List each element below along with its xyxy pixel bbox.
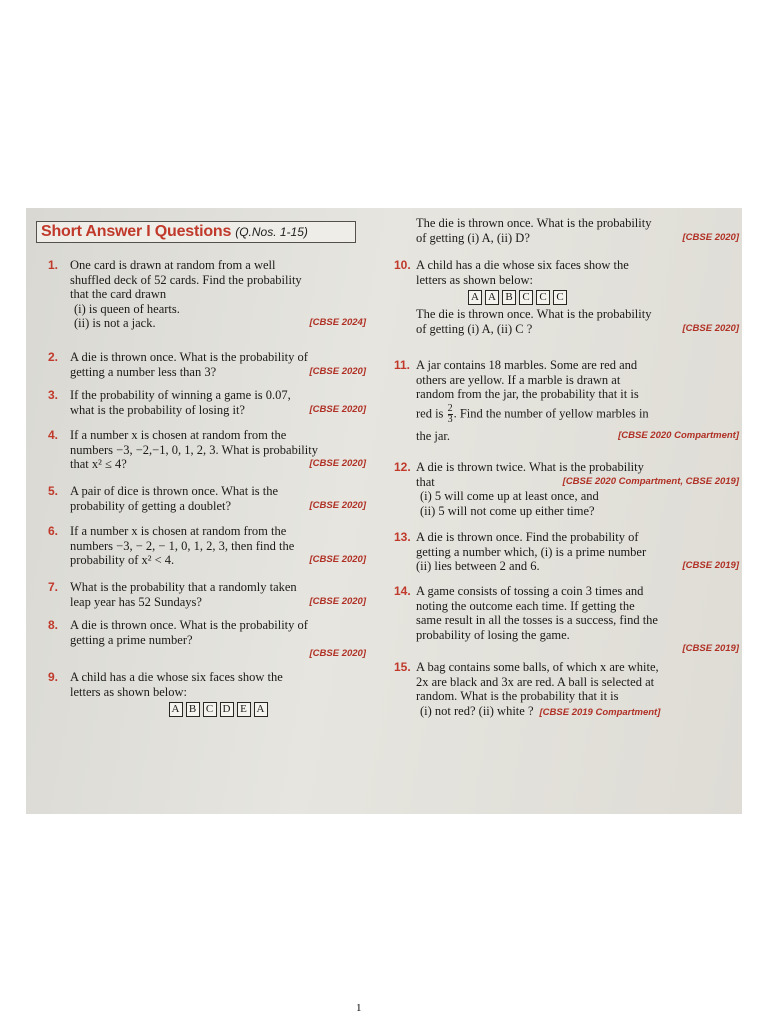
question-text: that — [416, 474, 435, 489]
question-text: that the card drawn — [70, 287, 167, 301]
question-6 — [48, 524, 366, 568]
letter-box: B — [502, 290, 516, 305]
question-text: of getting (i) A, (ii) D? — [416, 230, 530, 245]
question-text: A die is thrown twice. What is the probability — [416, 460, 644, 474]
question-text: the jar. — [416, 428, 451, 443]
letter-box: A — [169, 702, 183, 717]
letter-box: A — [254, 702, 268, 717]
question-text: A pair of dice is thrown once. What is the — [70, 484, 279, 498]
question-10 — [394, 258, 739, 336]
source-reference: [CBSE 2020] — [309, 365, 366, 377]
question-text: noting the outcome each time. If getting the — [416, 598, 635, 613]
question-text: If the probability of winning a game is 0.07, — [70, 388, 291, 402]
question-3 — [48, 388, 366, 417]
question-text: probability of x² < 4. — [70, 553, 175, 567]
question-text: getting a number which, (i) is a prime number — [416, 544, 647, 559]
source-reference: [CBSE 2020 Compartment] — [618, 429, 739, 441]
question-text: 2x are black and 3x are red. A ball is selected at — [416, 674, 655, 689]
source-reference: [CBSE 2019] — [682, 560, 739, 571]
question-number: 11. — [394, 358, 411, 372]
sub-part: (i) not red? (ii) white ? — [420, 703, 534, 718]
question-9 — [48, 670, 366, 719]
question-text: A die is thrown once. What is the probability of — [70, 618, 308, 632]
source-reference: [CBSE 2024] — [309, 317, 366, 328]
sub-part: (ii) 5 will not come up either time? — [420, 503, 595, 518]
question-number: 12. — [394, 460, 411, 474]
question-text: probability of losing the game. — [416, 627, 570, 642]
source-reference: [CBSE 2020] — [309, 458, 366, 469]
sub-part: (ii) is not a jack. — [74, 316, 156, 330]
question-13 — [394, 530, 739, 574]
question-number: 5. — [48, 484, 59, 498]
question-text: leap year has 52 Sundays? — [70, 594, 202, 609]
question-text: A game consists of tossing a coin 3 times and — [416, 584, 644, 598]
question-12 — [394, 460, 739, 518]
fraction — [448, 404, 453, 425]
question-15 — [394, 660, 739, 720]
question-text: random. What is the probability that it is — [416, 689, 619, 703]
source-reference: [CBSE 2019 Compartment] — [539, 706, 661, 718]
source-reference: [CBSE 2020] — [309, 648, 366, 659]
question-text: of getting (i) A, (ii) C ? — [416, 321, 533, 336]
question-9-continued — [394, 216, 739, 245]
question-number: 2. — [48, 350, 59, 364]
question-text: A child has a die whose six faces show the — [416, 258, 629, 272]
question-text: A jar contains 18 marbles. Some are red and — [416, 358, 638, 372]
question-number: 1. — [48, 258, 59, 272]
question-text: What is the probability that a randomly taken — [70, 580, 297, 594]
question-text: One card is drawn at random from a well — [70, 258, 276, 272]
letter-box: D — [220, 702, 234, 717]
source-reference: [CBSE 2020] — [682, 231, 739, 243]
page-number: 1 — [356, 1002, 362, 1014]
letter-boxes — [416, 290, 739, 305]
question-1 — [48, 258, 366, 331]
letter-box: C — [536, 290, 550, 305]
question-text: probability of getting a doublet? — [70, 498, 232, 513]
question-text: getting a number less than 3? — [70, 364, 217, 379]
question-text: shuffled deck of 52 cards. Find the probability — [70, 272, 302, 287]
letter-box: A — [485, 290, 499, 305]
question-4 — [48, 428, 366, 472]
letter-boxes — [70, 702, 366, 717]
question-text: A bag contains some balls, of which x are white, — [416, 660, 659, 674]
textbook-page-photo — [26, 208, 742, 814]
letter-box: B — [186, 702, 200, 717]
question-text: random from the jar, the probability that it is — [416, 387, 639, 401]
source-reference: [CBSE 2020] — [309, 595, 366, 607]
question-number: 3. — [48, 388, 59, 402]
sub-part: (i) 5 will come up at least once, and — [420, 489, 599, 503]
letter-box: C — [203, 702, 217, 717]
source-reference: [CBSE 2020] — [309, 499, 366, 511]
section-heading — [36, 221, 356, 243]
sub-part: (i) is queen of hearts. — [74, 301, 180, 316]
question-text: numbers −3, −2,−1, 0, 1, 2, 3. What is probability — [70, 442, 318, 457]
question-text: same result in all the tosses is a success, find the — [416, 613, 658, 627]
question-5 — [48, 484, 366, 513]
question-text: A child has a die whose six faces show the — [70, 670, 283, 684]
question-number: 4. — [48, 428, 59, 442]
source-reference: [CBSE 2020] — [682, 322, 739, 334]
question-text: that x² ≤ 4? — [70, 457, 127, 471]
question-text: letters as shown below: — [416, 272, 533, 287]
question-text: The die is thrown once. What is the probability — [416, 307, 652, 321]
section-range: (Q.Nos. 1-15) — [235, 225, 308, 239]
question-text: others are yellow. If a marble is drawn at — [416, 372, 621, 387]
letter-box: A — [468, 290, 482, 305]
question-text: (ii) lies between 2 and 6. — [416, 559, 540, 573]
question-text: The die is thrown once. What is the probability — [416, 216, 652, 230]
question-text: . Find the number of yellow marbles in — [453, 405, 649, 420]
source-reference: [CBSE 2019] — [682, 643, 739, 654]
source-reference: [CBSE 2020] — [309, 554, 366, 565]
letter-box: E — [237, 702, 251, 717]
question-text: A die is thrown once. Find the probability of — [416, 530, 639, 544]
question-number: 10. — [394, 258, 411, 272]
question-text: getting a prime number? — [70, 632, 193, 647]
question-text: what is the probability of losing it? — [70, 402, 245, 417]
letter-box: C — [519, 290, 533, 305]
question-2 — [48, 350, 366, 379]
question-11 — [394, 358, 739, 443]
question-text: numbers −3, − 2, − 1, 0, 1, 2, 3, then find the — [70, 538, 295, 553]
question-text: If a number x is chosen at random from the — [70, 428, 287, 442]
source-reference: [CBSE 2020 Compartment, CBSE 2019] — [562, 475, 739, 487]
question-number: 7. — [48, 580, 59, 594]
question-text: red is — [416, 405, 444, 420]
question-text: If a number x is chosen at random from the — [70, 524, 287, 538]
question-text: A die is thrown once. What is the probability of — [70, 350, 308, 364]
question-7 — [48, 580, 366, 609]
question-text: letters as shown below: — [70, 684, 187, 699]
question-number: 8. — [48, 618, 59, 632]
question-8 — [48, 618, 366, 662]
question-number: 15. — [394, 660, 411, 674]
fraction-denominator: 3 — [447, 413, 453, 425]
letter-box: C — [553, 290, 567, 305]
section-title: Short Answer I Questions — [41, 223, 232, 240]
question-number: 14. — [394, 584, 411, 598]
fraction-numerator: 2 — [447, 402, 453, 414]
question-number: 13. — [394, 530, 411, 544]
question-number: 9. — [48, 670, 59, 684]
source-reference: [CBSE 2020] — [309, 403, 366, 415]
question-14 — [394, 584, 739, 657]
question-number: 6. — [48, 524, 59, 538]
